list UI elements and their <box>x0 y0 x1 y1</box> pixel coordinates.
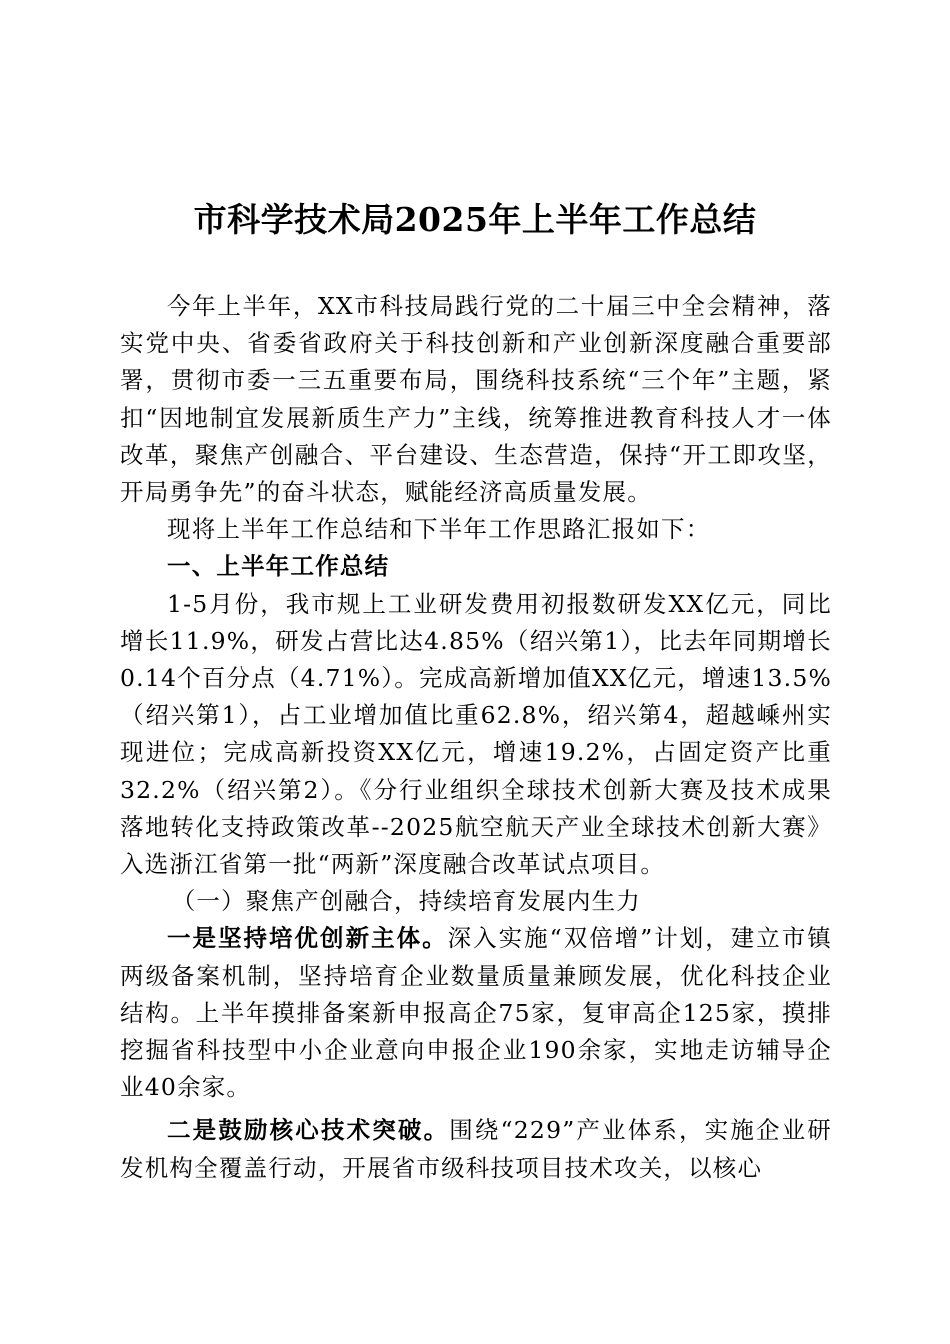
document-title: 市科学技术局2025年上半年工作总结 <box>193 200 757 239</box>
item2-paragraph <box>120 1112 832 1186</box>
item1-text: 深入实施“双倍增”计划，建立市镇两级备案机制，坚持培育企业数量质量兼顾发展，优化科技企业结构。上半年摸排备案新申报高企75家，复审高企125家，摸排挖掘省科技型中小企业意向申报企业190余家，实地走访辅导企业40余家。 <box>120 924 833 1102</box>
item1-lead: 一是坚持培优创新主体。 <box>167 924 448 953</box>
document-body <box>120 288 832 1187</box>
subsection-heading-1: （一）聚焦产创融合，持续培育发展内生力 <box>171 887 641 916</box>
section1-paragraph: 1-5月份，我市规上工业研发费用初报数研发XX亿元，同比增长11.9%，研发占营比达4.85%（绍兴第1），比去年同期增长0.14个百分点（4.71%）。完成高新增加值XX亿元，增速13.5%（绍兴第1），占工业增加值比重62.8%，绍兴第4，超越嵊州实现进位；完成高新投资XX亿元，增速19.2%，占固定资产比重32.2%（绍兴第2）。《分行业组织全球技术创新大赛及技术成果落地转化支持政策改革--2025航空航天产业全球技术创新大赛》入选浙江省第一批“两新”深度融合改革试点项目。 <box>120 589 832 879</box>
section-heading-1: 一、上半年工作总结 <box>167 552 390 581</box>
report-line: 现将上半年工作总结和下半年工作思路汇报如下： <box>167 515 711 544</box>
intro-paragraph: 今年上半年，XX市科技局践行党的二十届三中全会精神，落实党中央、省委省政府关于科技创新和产业创新深度融合重要部署，贯彻市委一三五重要布局，围绕科技系统“三个年”主题，紧扣“因地制宜发展新质生产力”主线，统筹推进教育科技人才一体改革，聚焦产创融合、平台建设、生态营造，保持“开工即攻坚，开局勇争先”的奋斗状态，赋能经济高质量发展。 <box>120 292 832 507</box>
item2-text: 围绕“229”产业体系，实施企业研发机构全覆盖行动，开展省市级科技项目技术攻关，以核心 <box>120 1116 832 1182</box>
item1-paragraph <box>120 920 832 1106</box>
item2-lead: 二是鼓励核心技术突破。 <box>167 1116 450 1145</box>
